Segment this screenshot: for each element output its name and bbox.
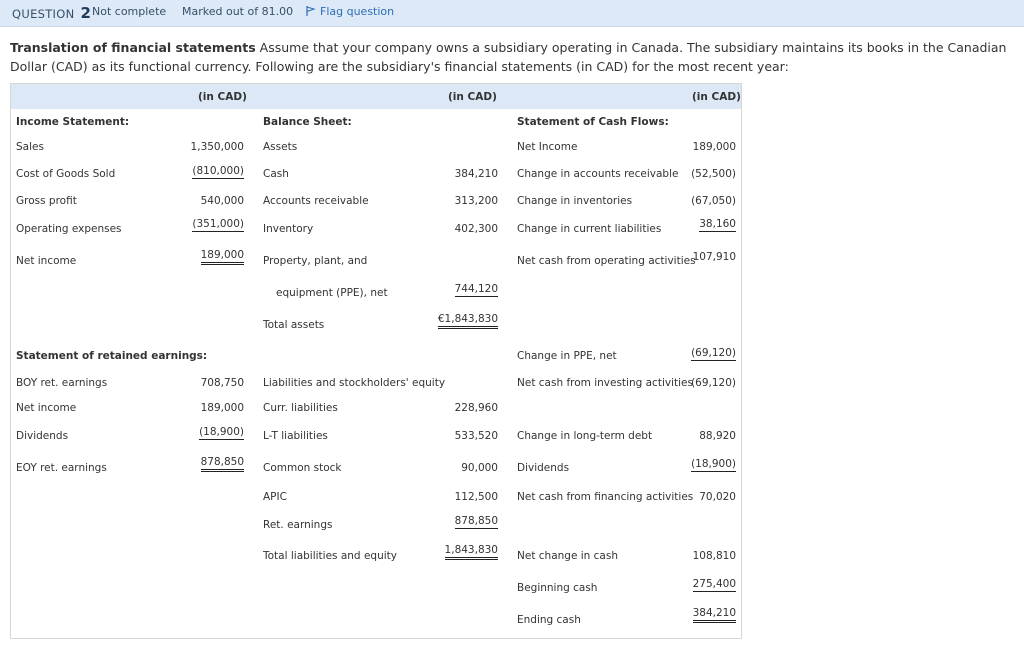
cf-value-ar: (52,500) bbox=[691, 168, 736, 180]
re-label-net: Net income bbox=[16, 402, 77, 414]
re-label-boy: BOY ret. earnings bbox=[16, 377, 108, 389]
bs-label-cash: Cash bbox=[263, 168, 289, 180]
cf-label-net-income: Net Income bbox=[517, 141, 578, 153]
cf-label-investing: Net cash from investing activities bbox=[517, 377, 693, 389]
bs-label-ppe: Property, plant, and bbox=[263, 255, 368, 267]
income-label-cogs: Cost of Goods Sold bbox=[16, 168, 116, 180]
bs-label-curr-liab: Curr. liabilities bbox=[263, 402, 338, 414]
question-prompt bbox=[10, 38, 1020, 76]
income-label-gross: Gross profit bbox=[16, 195, 77, 207]
bs-label-inventory: Inventory bbox=[263, 223, 314, 235]
prompt-text: Assume that your company owns a subsidiary operating in Canada. The subsidiary maintains its books in the Canadian Dollar (CAD) as its functional currency. Following are the subsidiary's financial statements (in CAD) for the most recent year: bbox=[10, 40, 1007, 74]
cf-label-ending-cash: Ending cash bbox=[517, 614, 581, 626]
bs-value-lt-liab: 533,520 bbox=[454, 430, 498, 442]
bs-label-apic: APIC bbox=[263, 491, 287, 503]
cf-value-investing: (69,120) bbox=[691, 377, 736, 389]
income-value-sales: 1,350,000 bbox=[190, 141, 244, 153]
cf-value-net-change: 108,810 bbox=[692, 550, 736, 562]
flag-icon bbox=[306, 6, 316, 16]
bs-value-total-liab-equity: 1,843,830 bbox=[445, 544, 498, 560]
question-status: Not complete bbox=[92, 5, 167, 18]
bs-label-ppe-net: equipment (PPE), net bbox=[276, 287, 388, 299]
cf-value-dividends: (18,900) bbox=[691, 458, 736, 470]
bs-label-lt-liab: L-T liabilities bbox=[263, 430, 328, 442]
cf-label-ppe: Change in PPE, net bbox=[517, 350, 617, 362]
cf-value-ppe: (69,120) bbox=[691, 347, 736, 359]
bs-label-ret-earnings: Ret. earnings bbox=[263, 519, 333, 531]
cf-label-beginning-cash: Beginning cash bbox=[517, 582, 598, 594]
table-header bbox=[11, 84, 741, 109]
cf-value-operating: 107,910 bbox=[692, 251, 736, 263]
bs-value-curr-liab: 228,960 bbox=[454, 402, 498, 414]
income-value-net: 189,000 bbox=[201, 249, 244, 265]
income-value-cogs: (810,000) bbox=[192, 165, 244, 177]
cf-label-dividends: Dividends bbox=[517, 462, 570, 474]
financial-statements-table bbox=[10, 83, 742, 639]
cf-label-ar: Change in accounts receivable bbox=[517, 168, 679, 180]
cf-label-operating: Net cash from operating activities bbox=[517, 255, 696, 267]
cf-value-lt-debt: 88,920 bbox=[699, 430, 736, 442]
question-marks: Marked out of 81.00 bbox=[182, 5, 294, 18]
cf-label-net-change: Net change in cash bbox=[517, 550, 618, 562]
income-value-gross: 540,000 bbox=[200, 195, 244, 207]
bs-value-apic: 112,500 bbox=[454, 491, 498, 503]
bs-value-common-stock: 90,000 bbox=[461, 462, 498, 474]
bs-value-ret-earnings: 878,850 bbox=[454, 515, 498, 527]
re-value-eoy: 878,850 bbox=[201, 456, 244, 472]
bs-label-common-stock: Common stock bbox=[263, 462, 342, 474]
bs-value-inventory: 402,300 bbox=[454, 223, 498, 235]
bs-label-ar: Accounts receivable bbox=[263, 195, 369, 207]
cf-value-financing: 70,020 bbox=[699, 491, 736, 503]
cf-value-beginning-cash: 275,400 bbox=[692, 578, 736, 590]
cf-label-curr-liab: Change in current liabilities bbox=[517, 223, 662, 235]
income-label-net: Net income bbox=[16, 255, 77, 267]
cf-value-net-income: 189,000 bbox=[692, 141, 736, 153]
column-header-cashflow: (in CAD) bbox=[692, 91, 741, 103]
re-label-eoy: EOY ret. earnings bbox=[16, 462, 107, 474]
question-info-bar bbox=[0, 0, 1024, 27]
cf-value-curr-liab: 38,160 bbox=[699, 218, 736, 230]
income-label-sales: Sales bbox=[16, 141, 44, 153]
column-header-income: (in CAD) bbox=[198, 91, 247, 103]
cf-value-inventories: (67,050) bbox=[691, 195, 736, 207]
bs-label-assets: Assets bbox=[263, 141, 298, 153]
prompt-title: Translation of financial statements bbox=[10, 40, 256, 55]
bs-value-total-assets: €1,843,830 bbox=[438, 313, 498, 329]
bs-label-total-liab-equity: Total liabilities and equity bbox=[263, 550, 397, 562]
bs-label-total-assets: Total assets bbox=[263, 319, 325, 331]
income-statement-title: Income Statement: bbox=[16, 116, 130, 128]
income-value-opex: (351,000) bbox=[192, 218, 244, 230]
re-value-boy: 708,750 bbox=[200, 377, 244, 389]
cf-value-ending-cash: 384,210 bbox=[693, 607, 736, 623]
flag-question-button[interactable]: Flag question bbox=[306, 5, 394, 18]
cf-label-inventories: Change in inventories bbox=[517, 195, 633, 207]
balance-sheet-title: Balance Sheet: bbox=[263, 116, 352, 128]
bs-label-liabilities-header: Liabilities and stockholders' equity bbox=[263, 377, 446, 389]
re-label-dividends: Dividends bbox=[16, 430, 69, 442]
retained-earnings-title: Statement of retained earnings: bbox=[16, 350, 208, 362]
re-value-dividends: (18,900) bbox=[199, 426, 244, 438]
cf-label-financing: Net cash from financing activities bbox=[517, 491, 694, 503]
re-value-net: 189,000 bbox=[200, 402, 244, 414]
bs-value-ppe: 744,120 bbox=[454, 283, 498, 295]
cash-flows-title: Statement of Cash Flows: bbox=[517, 116, 669, 128]
bs-value-cash: 384,210 bbox=[454, 168, 498, 180]
column-header-balance: (in CAD) bbox=[448, 91, 497, 103]
cf-label-lt-debt: Change in long-term debt bbox=[517, 430, 653, 442]
bs-value-ar: 313,200 bbox=[454, 195, 498, 207]
question-number: QUESTION 2 bbox=[12, 4, 92, 22]
income-label-opex: Operating expenses bbox=[16, 223, 122, 235]
